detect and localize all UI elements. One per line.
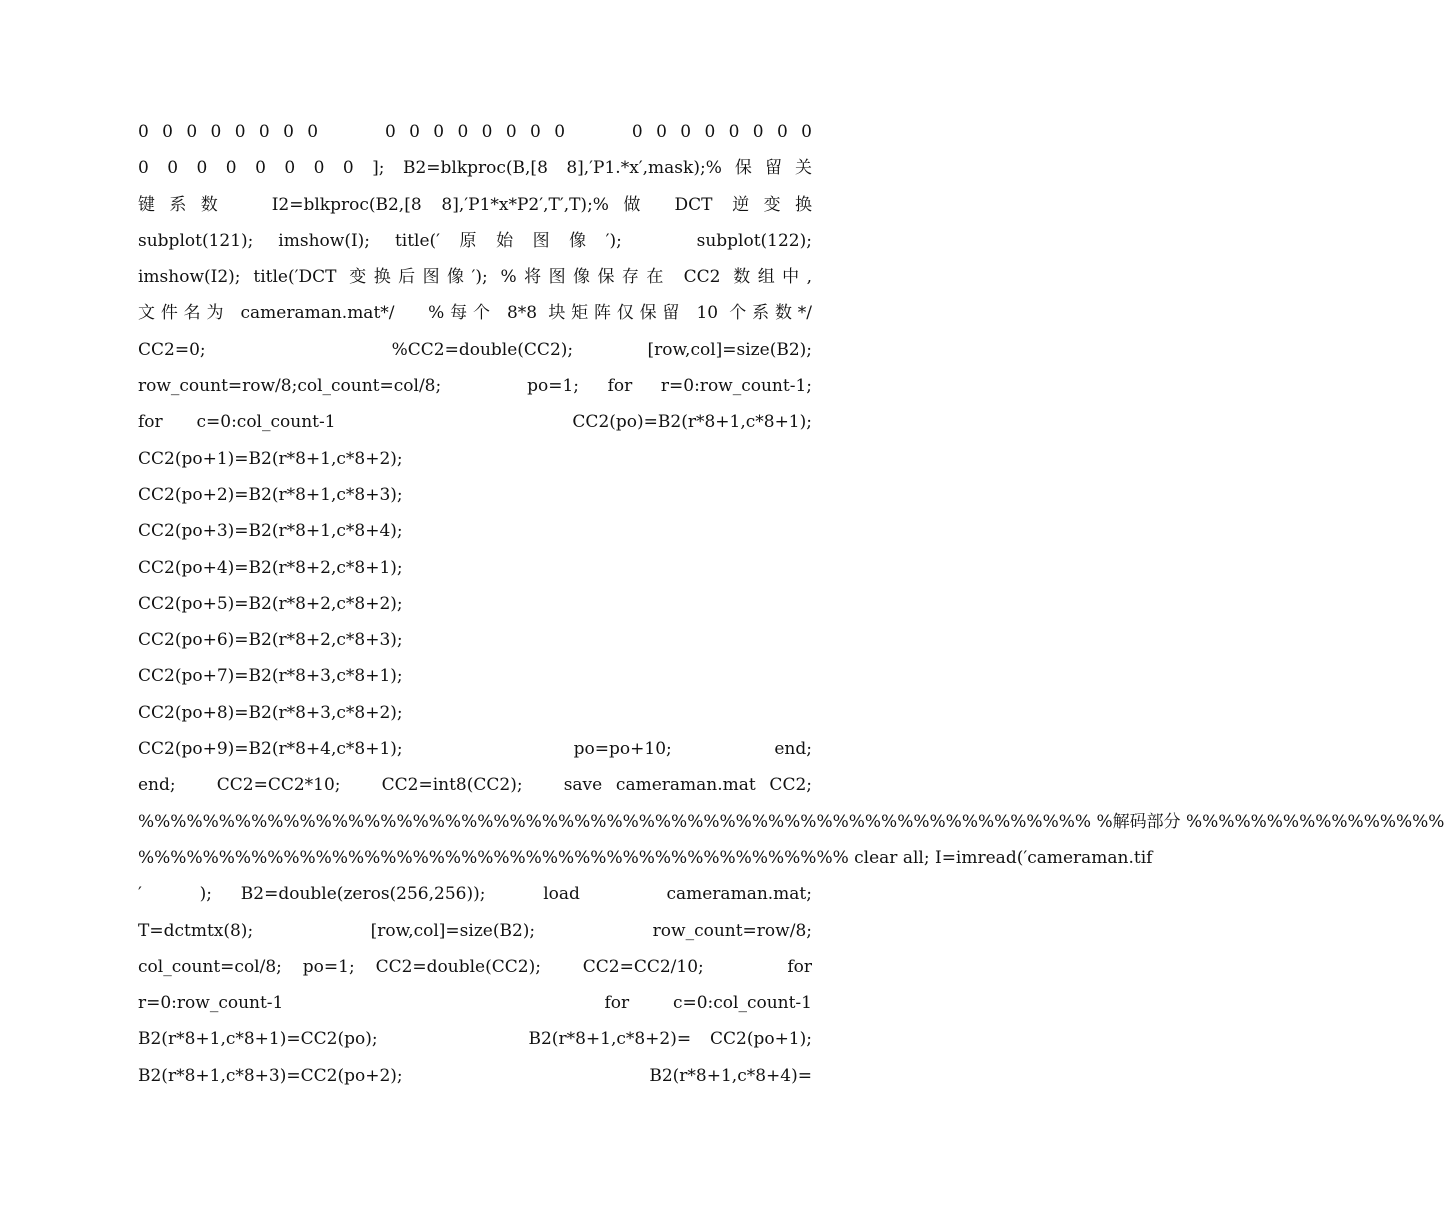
- text-line: CC2(po+9)=B2(r*8+4,c*8+1); po=po+10; end;: [138, 739, 812, 760]
- text-line: 0 0 0 0 0 0 0 0 0 0 0 0 0 0 0 0 0 0 0 0 0 0 0 0: [138, 122, 812, 142]
- text-line: 文件名为 cameraman.mat*/ %每个 8*8 块矩阵仅保留 10 个系数*/: [138, 303, 812, 324]
- text-line: CC2(po+7)=B2(r*8+3,c*8+1);: [138, 666, 403, 687]
- code-text-block: [138, 114, 1444, 1094]
- text-line: 0 0 0 0 0 0 0 0 ]; B2=blkproc(B,[8 8],′P1.*x′,mask);%保留关: [138, 158, 812, 179]
- text-line: row_count=row/8;col_count=col/8; po=1; for r=0:row_count-1;: [138, 376, 812, 397]
- text-line: %%%%%%%%%%%%%%%%%%%%%%%%%%%%%%%%%%%%%%%%%%%%%%%%%%%%%%%%%%% %解码部分 %%%%%%%%%%%%%%%%: [138, 811, 1444, 832]
- text-line: %%%%%%%%%%%%%%%%%%%%%%%%%%%%%%%%%%%%%%%%%%%% clear all; I=imread(′cameraman.tif: [138, 847, 1153, 868]
- text-line: CC2=0; %CC2=double(CC2); [row,col]=size(B2);: [138, 339, 812, 360]
- text-line: ′ ); B2=double(zeros(256,256)); load cameraman.mat;: [138, 884, 812, 905]
- text-line: for c=0:col_count-1 CC2(po)=B2(r*8+1,c*8+1);: [138, 412, 812, 433]
- text-line: B2(r*8+1,c*8+1)=CC2(po); B2(r*8+1,c*8+2)= CC2(po+1);: [138, 1029, 812, 1050]
- text-line: imshow(I2); title(′DCT 变换后图像′); %将图像保存在 CC2 数组中,: [138, 267, 812, 288]
- text-line: T=dctmtx(8); [row,col]=size(B2); row_count=row/8;: [138, 920, 812, 941]
- text-line: B2(r*8+1,c*8+3)=CC2(po+2); B2(r*8+1,c*8+4)=: [138, 1065, 812, 1086]
- text-line: CC2(po+3)=B2(r*8+1,c*8+4);: [138, 521, 403, 542]
- text-line: end; CC2=CC2*10; CC2=int8(CC2); save cameraman.mat CC2;: [138, 775, 812, 796]
- text-line: subplot(121); imshow(I); title(′原始图像′); subplot(122);: [138, 230, 812, 251]
- text-line: r=0:row_count-1 for c=0:col_count-1: [138, 993, 812, 1014]
- text-line: CC2(po+4)=B2(r*8+2,c*8+1);: [138, 557, 403, 578]
- text-line: col_count=col/8; po=1; CC2=double(CC2); CC2=CC2/10; for: [138, 956, 812, 977]
- text-line: CC2(po+8)=B2(r*8+3,c*8+2);: [138, 702, 403, 723]
- text-line: 键系数 I2=blkproc(B2,[8 8],′P1*x*P2′,T′,T);%做 DCT 逆变换: [138, 194, 812, 215]
- text-line: CC2(po+1)=B2(r*8+1,c*8+2);: [138, 448, 403, 469]
- text-line: CC2(po+5)=B2(r*8+2,c*8+2);: [138, 593, 403, 614]
- text-line: CC2(po+6)=B2(r*8+2,c*8+3);: [138, 630, 403, 651]
- text-line: CC2(po+2)=B2(r*8+1,c*8+3);: [138, 484, 403, 505]
